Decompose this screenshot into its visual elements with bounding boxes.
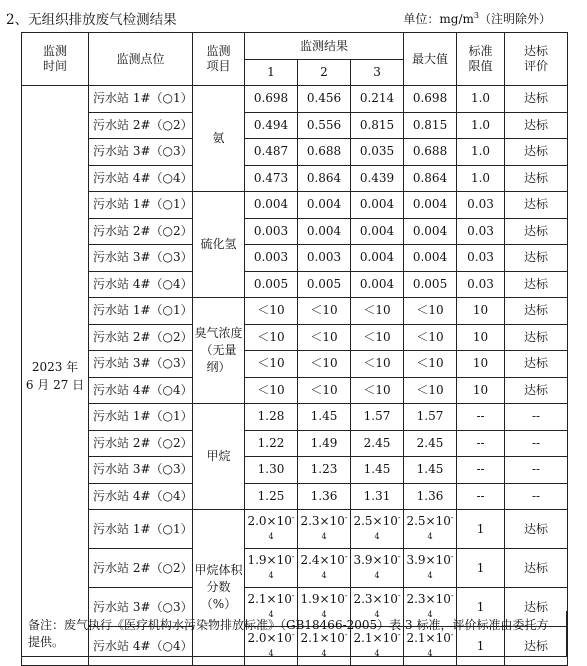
result-value-cell: $2.3\times 10^{-4}$	[298, 510, 351, 549]
max-value-cell: 0.004	[404, 218, 457, 245]
max-value-cell: 0.004	[404, 192, 457, 219]
standard-cell: 1	[457, 510, 505, 549]
result-value-cell: 0.487	[245, 139, 298, 166]
result-value-cell: 0.004	[351, 218, 404, 245]
table-row	[22, 298, 568, 325]
evaluation-cell: 达标	[505, 86, 568, 113]
result-value-cell: $1.9\times 10^{-4}$	[245, 549, 298, 588]
evaluation-cell: 达标	[505, 549, 568, 588]
standard-cell: --	[457, 483, 505, 510]
result-value-cell: 0.214	[351, 86, 404, 113]
point-cell: 污水站 2#（○2）	[89, 218, 193, 245]
standard-cell: 0.03	[457, 192, 505, 219]
result-value-cell: ＜10	[245, 351, 298, 378]
result-value-cell: ＜10	[298, 377, 351, 404]
table-row	[22, 457, 568, 484]
header-point: 监测点位	[89, 33, 193, 86]
table-row	[22, 192, 568, 219]
standard-cell: 1.0	[457, 86, 505, 113]
standard-cell: 0.03	[457, 271, 505, 298]
result-value-cell: 0.004	[245, 192, 298, 219]
standard-cell: --	[457, 457, 505, 484]
max-value-cell: 1.36	[404, 483, 457, 510]
standard-cell: 1	[457, 549, 505, 588]
result-value-cell: 0.439	[351, 165, 404, 192]
result-value-cell: $2.1\times 10^{-4}$	[245, 588, 298, 627]
result-value-cell: 0.004	[351, 245, 404, 272]
result-value-cell: 0.688	[298, 139, 351, 166]
evaluation-cell: --	[505, 457, 568, 484]
header-result-2: 2	[298, 60, 351, 86]
result-value-cell: 0.003	[245, 245, 298, 272]
evaluation-cell: --	[505, 404, 568, 431]
point-cell: 污水站 3#（○3）	[89, 588, 193, 627]
section-title: 2、无组织排放废气检测结果	[6, 12, 177, 28]
max-value-cell: 0.005	[404, 271, 457, 298]
result-value-cell: 0.815	[351, 112, 404, 139]
header-time: 监测 时间	[22, 33, 89, 86]
result-value-cell: 1.57	[351, 404, 404, 431]
result-value-cell: ＜10	[351, 351, 404, 378]
result-value-cell: $3.9\times 10^{-4}$	[351, 549, 404, 588]
item-cell: 硫化氢	[193, 192, 245, 298]
table-row	[22, 271, 568, 298]
result-value-cell: $2.0\times 10^{-4}$	[245, 627, 298, 666]
table-row	[22, 377, 568, 404]
result-value-cell: 0.003	[245, 218, 298, 245]
result-value-cell: 0.456	[298, 86, 351, 113]
result-value-cell: 1.25	[245, 483, 298, 510]
standard-cell: 0.03	[457, 218, 505, 245]
point-cell: 污水站 4#（○4）	[89, 377, 193, 404]
table-row	[22, 324, 568, 351]
max-value-cell: $3.9\times 10^{-4}$	[404, 549, 457, 588]
point-cell: 污水站 2#（○2）	[89, 549, 193, 588]
evaluation-cell: 达标	[505, 588, 568, 627]
result-value-cell: 1.22	[245, 430, 298, 457]
table-row	[22, 112, 568, 139]
point-cell: 污水站 3#（○3）	[89, 351, 193, 378]
header-result-3: 3	[351, 60, 404, 86]
section-header	[0, 0, 587, 30]
evaluation-cell: 达标	[505, 271, 568, 298]
result-value-cell: 0.494	[245, 112, 298, 139]
result-value-cell: 0.035	[351, 139, 404, 166]
max-value-cell: 0.688	[404, 139, 457, 166]
evaluation-cell: 达标	[505, 324, 568, 351]
result-value-cell: $2.4\times 10^{-4}$	[298, 549, 351, 588]
table-row	[22, 510, 568, 549]
evaluation-cell: 达标	[505, 298, 568, 325]
max-value-cell: 0.864	[404, 165, 457, 192]
result-value-cell: 1.31	[351, 483, 404, 510]
point-cell: 污水站 2#（○2）	[89, 430, 193, 457]
result-value-cell: 0.473	[245, 165, 298, 192]
result-value-cell: $2.1\times 10^{-4}$	[298, 627, 351, 666]
point-cell: 污水站 1#（○1）	[89, 510, 193, 549]
item-cell: 氨	[193, 86, 245, 192]
standard-cell: 1.0	[457, 139, 505, 166]
evaluation-cell: 达标	[505, 112, 568, 139]
result-value-cell: 0.004	[298, 192, 351, 219]
point-cell: 污水站 1#（○1）	[89, 86, 193, 113]
date-cell: 2023 年 6 月 27 日	[22, 86, 89, 666]
standard-cell: 1	[457, 627, 505, 666]
header-item: 监测 项目	[193, 33, 245, 86]
header-max: 最大值	[404, 33, 457, 86]
table-row	[22, 430, 568, 457]
point-cell: 污水站 3#（○3）	[89, 457, 193, 484]
table-row	[22, 404, 568, 431]
result-value-cell: ＜10	[351, 298, 404, 325]
standard-cell: 10	[457, 351, 505, 378]
table-row	[22, 86, 568, 113]
header-results: 监测结果	[245, 33, 404, 60]
result-table	[21, 32, 568, 666]
result-value-cell: 1.49	[298, 430, 351, 457]
table-row	[22, 139, 568, 166]
result-value-cell: 0.698	[245, 86, 298, 113]
result-value-cell: $2.1\times 10^{-4}$	[351, 627, 404, 666]
evaluation-cell: 达标	[505, 245, 568, 272]
result-value-cell: $2.5\times 10^{-4}$	[351, 510, 404, 549]
table-note: 备注：废气执行《医疗机构水污染物排放标准》（GB18466-2005）表 3 标准，评价标准由委托方提供。	[21, 611, 567, 657]
max-value-cell: ＜10	[404, 324, 457, 351]
point-cell: 污水站 1#（○1）	[89, 192, 193, 219]
result-value-cell: 0.004	[351, 271, 404, 298]
standard-cell: 10	[457, 298, 505, 325]
evaluation-cell: 达标	[505, 139, 568, 166]
result-value-cell: 0.005	[298, 271, 351, 298]
max-value-cell: 0.815	[404, 112, 457, 139]
table-row	[22, 165, 568, 192]
standard-cell: 1.0	[457, 112, 505, 139]
max-value-cell: ＜10	[404, 377, 457, 404]
table-row	[22, 218, 568, 245]
result-value-cell: 0.004	[351, 192, 404, 219]
max-value-cell: 1.57	[404, 404, 457, 431]
max-value-cell: $2.1\times 10^{-4}$	[404, 627, 457, 666]
point-cell: 污水站 4#（○4）	[89, 165, 193, 192]
result-value-cell: 1.23	[298, 457, 351, 484]
result-value-cell: 0.004	[298, 218, 351, 245]
evaluation-cell: --	[505, 483, 568, 510]
item-cell: 甲烷体积 分数 （%）	[193, 510, 245, 666]
unit-label: 单位：$mg/m^3$（注明除外）	[403, 11, 551, 26]
evaluation-cell: 达标	[505, 627, 568, 666]
max-value-cell: 2.45	[404, 430, 457, 457]
evaluation-cell: 达标	[505, 351, 568, 378]
result-value-cell: 1.36	[298, 483, 351, 510]
result-value-cell: $2.0\times 10^{-4}$	[245, 510, 298, 549]
point-cell: 污水站 1#（○1）	[89, 298, 193, 325]
table-row	[22, 549, 568, 588]
result-value-cell: 1.45	[351, 457, 404, 484]
evaluation-cell: 达标	[505, 192, 568, 219]
result-value-cell: 1.28	[245, 404, 298, 431]
point-cell: 污水站 2#（○2）	[89, 112, 193, 139]
standard-cell: 1.0	[457, 165, 505, 192]
result-value-cell: ＜10	[245, 298, 298, 325]
result-value-cell: ＜10	[298, 324, 351, 351]
max-value-cell: 0.004	[404, 245, 457, 272]
header-standard: 标准 限值	[457, 33, 505, 86]
standard-cell: --	[457, 404, 505, 431]
standard-cell: 0.03	[457, 245, 505, 272]
result-value-cell: 0.005	[245, 271, 298, 298]
result-value-cell: ＜10	[298, 351, 351, 378]
point-cell: 污水站 3#（○3）	[89, 139, 193, 166]
max-value-cell: $2.5\times 10^{-4}$	[404, 510, 457, 549]
max-value-cell: ＜10	[404, 351, 457, 378]
table-row	[22, 483, 568, 510]
result-value-cell: 0.003	[298, 245, 351, 272]
max-value-cell: 1.45	[404, 457, 457, 484]
result-value-cell: 0.556	[298, 112, 351, 139]
point-cell: 污水站 4#（○4）	[89, 271, 193, 298]
result-value-cell: ＜10	[351, 377, 404, 404]
header-evaluation: 达标 评价	[505, 33, 568, 86]
result-value-cell: ＜10	[298, 298, 351, 325]
result-value-cell: 1.30	[245, 457, 298, 484]
point-cell: 污水站 4#（○4）	[89, 627, 193, 666]
result-value-cell: $1.9\times 10^{-4}$	[298, 588, 351, 627]
result-value-cell: $2.3\times 10^{-4}$	[351, 588, 404, 627]
point-cell: 污水站 3#（○3）	[89, 245, 193, 272]
result-value-cell: 2.45	[351, 430, 404, 457]
result-value-cell: 0.864	[298, 165, 351, 192]
result-value-cell: ＜10	[351, 324, 404, 351]
evaluation-cell: 达标	[505, 165, 568, 192]
standard-cell: --	[457, 430, 505, 457]
evaluation-cell: 达标	[505, 218, 568, 245]
header-result-1: 1	[245, 60, 298, 86]
standard-cell: 10	[457, 324, 505, 351]
standard-cell: 1	[457, 588, 505, 627]
point-cell: 污水站 2#（○2）	[89, 324, 193, 351]
point-cell: 污水站 4#（○4）	[89, 483, 193, 510]
evaluation-cell: --	[505, 430, 568, 457]
max-value-cell: ＜10	[404, 298, 457, 325]
point-cell: 污水站 1#（○1）	[89, 404, 193, 431]
evaluation-cell: 达标	[505, 377, 568, 404]
table-row	[22, 351, 568, 378]
result-value-cell: ＜10	[245, 324, 298, 351]
item-cell: 甲烷	[193, 404, 245, 510]
result-value-cell: ＜10	[245, 377, 298, 404]
evaluation-cell: 达标	[505, 510, 568, 549]
max-value-cell: 0.698	[404, 86, 457, 113]
item-cell: 臭气浓度 （无量 纲）	[193, 298, 245, 404]
standard-cell: 10	[457, 377, 505, 404]
result-value-cell: 1.45	[298, 404, 351, 431]
max-value-cell: $2.3\times 10^{-4}$	[404, 588, 457, 627]
table-row	[22, 245, 568, 272]
